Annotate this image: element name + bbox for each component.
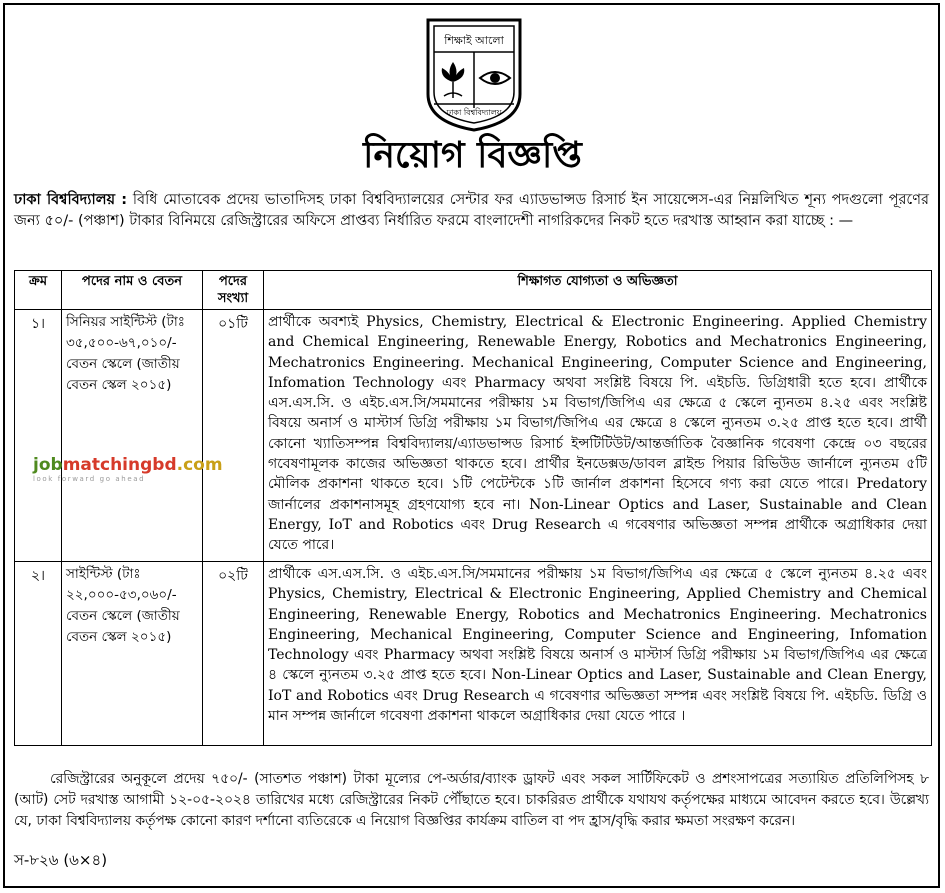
watermark-part-com: .com bbox=[176, 455, 223, 475]
header-count: পদের সংখ্যা bbox=[203, 271, 264, 310]
intro-institution: ঢাকা বিশ্ববিদ্যালয় : bbox=[14, 192, 128, 208]
reference-code: স-৮২৬ (৬×৪) bbox=[14, 851, 108, 869]
row-post: সিনিয়র সাইন্টিস্ট (টাঃ ৩৫,৫০০-৬৭,০১০/- বেতন স্কেলে (জাতীয় বেতন স্কেল ২০১৫) bbox=[62, 310, 203, 562]
watermark-part-job: job bbox=[33, 455, 63, 475]
intro-text: বিধি মোতাবেক প্রদেয় ভাতাদিসহ ঢাকা বিশ্ববিদ্যালয়ের সেন্টার ফর এ্যাডভান্সড রিসার্চ ইন সায়েন্সেস-এর নিম্নলিখিত শূন্য পদগুলো পূরণের জন্য ৫০/- (পঞ্চাশ) টাকার বিনিময়ে রেজিস্ট্রারের অফিসে প্রাপ্তব্য নির্ধারিত ফরমে বাংলাদেশী নাগরিকদের নিকট হতে দরখাস্ত আহ্বান করা যাচ্ছে : — bbox=[14, 192, 929, 229]
row-count: ০২টি bbox=[203, 562, 264, 746]
table-row bbox=[15, 562, 932, 746]
watermark bbox=[33, 455, 239, 483]
header-post: পদের নাম ও বেতন bbox=[62, 271, 203, 310]
row-serial: ২। bbox=[15, 562, 62, 746]
row-qualification: প্রার্থীকে অবশ্যই Physics, Chemistry, Electrical & Electronic Engineering. Applied Chemistry and Chemical Engineering, Renewable Energy, Robotics and Mechatronics Engineering, Mechatronics Engineering. Mechanical Engineering, Computer Science and Engineering, Infomation Technology এবং Pharmacy অথবা সংশ্লিষ্ট বিষয়ে পি. এইচডি. ডিগ্রিধারী হতে হবে। প্রার্থীকে এস.এস.সি. ও এইচ.এস.সি/সমমানের পরীক্ষায় ১ম বিভাগ/জিপিএ এর ক্ষেত্রে ৫ স্কেলে ন্যুনতম ৪.২৫ এবং সংশ্লিষ্ট বিষয়ে অনার্স ও মাস্টার্স ডিগ্রি পরীক্ষায় ১ম বিভাগ/জিপিএ এর ক্ষেত্রে ৪ স্কেলে ন্যুনতম ৩.২৫ প্রাপ্ত হতে হবে। প্রার্থী কোনো খ্যাতিসম্পন্ন বিশ্ববিদ্যালয়/এ্যাডভান্সড রিসার্চ ইন্সটিটিউট/আন্তর্জাতিক বৈজ্ঞানিক গবেষণা কেন্দ্রে ০৩ বছরের গবেষণামূলক কাজের অভিজ্ঞতা থাকতে হবে। প্রার্থীর ইনডেক্সড/ডাবল ব্লাইন্ড পিয়ার রিভিউড জার্নালে ন্যুনতম ৫টি মৌলিক প্রকাশনা থাকতে হবে। ১টি পেটেন্টকে ১টি জার্নাল প্রকাশনা হিসেবে গণ্য করা যেতে পারে। Predatory জার্নালের প্রকাশনাসমূহ গ্রহণযোগ্য হবে না। Non-Linear Optics and Laser, Sustainable and Clean Energy, IoT and Robotics এবং Drug Research এ গবেষণার অভিজ্ঞতা সম্পন্ন প্রার্থীকে অগ্রাধিকার দেয়া যেতে পারে। bbox=[264, 310, 932, 562]
posts-table bbox=[14, 270, 932, 746]
notice-title: নিয়োগ বিজ্ঞপ্তি bbox=[363, 135, 582, 176]
watermark-part-matching: matchingbd bbox=[62, 455, 177, 475]
table-row bbox=[15, 310, 932, 562]
watermark-logo bbox=[33, 455, 239, 475]
row-qualification: প্রার্থীকে এস.এস.সি. ও এইচ.এস.সি/সমমানের পরীক্ষায় ১ম বিভাগ/জিপিএ এর ক্ষেত্রে ৫ স্কেলে ন্যুনতম ৪.২৫ এবং Physics, Chemistry, Electrical & Electronic Engineering, Applied Chemistry and Chemical Engineering, Renewable Energy, Robotics and Mechatronics Engineering. Mechatronics Engineering, Mechanical Engineering, Computer Science and Engineering, Infomation Technology এবং Pharmacy অথবা সংশ্লিষ্ট বিষয়ে অনার্স ও মাস্টার্স ডিগ্রি পরীক্ষায় ১ম বিভাগ/জিপিএ এর ক্ষেত্রে ৪ স্কেলে ন্যুনতম ৩.২৫ প্রাপ্ত হতে হবে। Non-Linear Optics and Laser, Sustainable and Clean Energy, IoT and Robotics এবং Drug Research এ গবেষণার অভিজ্ঞতা সম্পন্ন এবং সংশ্লিষ্ট বিষয়ে পি. এইচডি. ডিগ্রি ও মান সম্পন্ন জার্নালে গবেষণা প্রকাশনা থাকলে অগ্রাধিকার দেয়া যেতে পারে । bbox=[264, 562, 932, 746]
university-seal-logo bbox=[420, 12, 528, 134]
row-serial: ১। bbox=[15, 310, 62, 562]
intro-paragraph bbox=[14, 190, 929, 232]
row-post: সাইন্টিস্ট (টাঃ ২২,০০০-৫৩,০৬০/- বেতন স্কেলে (জাতীয় বেতন স্কেল ২০১৫) bbox=[62, 562, 203, 746]
table-header-row bbox=[15, 271, 932, 310]
header-serial: ক্রম bbox=[15, 271, 62, 310]
footer-paragraph: রেজিস্ট্রারের অনুকূলে প্রদেয় ৭৫০/- (সাতশত পঞ্চাশ) টাকা মূল্যের পে-অর্ডার/ব্যাংক ড্রাফট এবং সকল সার্টিফিকেট ও প্রশংসাপত্রের সত্যায়িত প্রতিলিপিসহ ৮ (আট) সেট দরখাস্ত আগামী ১২-০৫-২০২৪ তারিখের মধ্যে রেজিস্ট্রারের নিকট পৌঁছাতে হবে। চাকরিরত প্রার্থীকে যথাযথ কর্তৃপক্ষের মাধ্যমে আবেদন করতে হবে। উল্লেখ্য যে, ঢাকা বিশ্ববিদ্যালয় কর্তৃপক্ষ কোনো কারণ দর্শানো ব্যতিরেকে এ নিয়োগ বিজ্ঞপ্তির কার্যক্রম বাতিল বা পদ হ্রাস/বৃদ্ধি করার ক্ষমতা সংরক্ষণ করেন। bbox=[14, 771, 929, 829]
seal-top-text: শিক্ষাই আলো bbox=[444, 34, 504, 47]
row-count: ০১টি bbox=[203, 310, 264, 562]
seal-bottom-text: ঢাকা বিশ্ববিদ্যালয় bbox=[446, 108, 502, 117]
header-qualification: শিক্ষাগত যোগ্যতা ও অভিজ্ঞতা bbox=[264, 271, 932, 310]
watermark-tagline: look forward go ahead bbox=[33, 475, 146, 483]
